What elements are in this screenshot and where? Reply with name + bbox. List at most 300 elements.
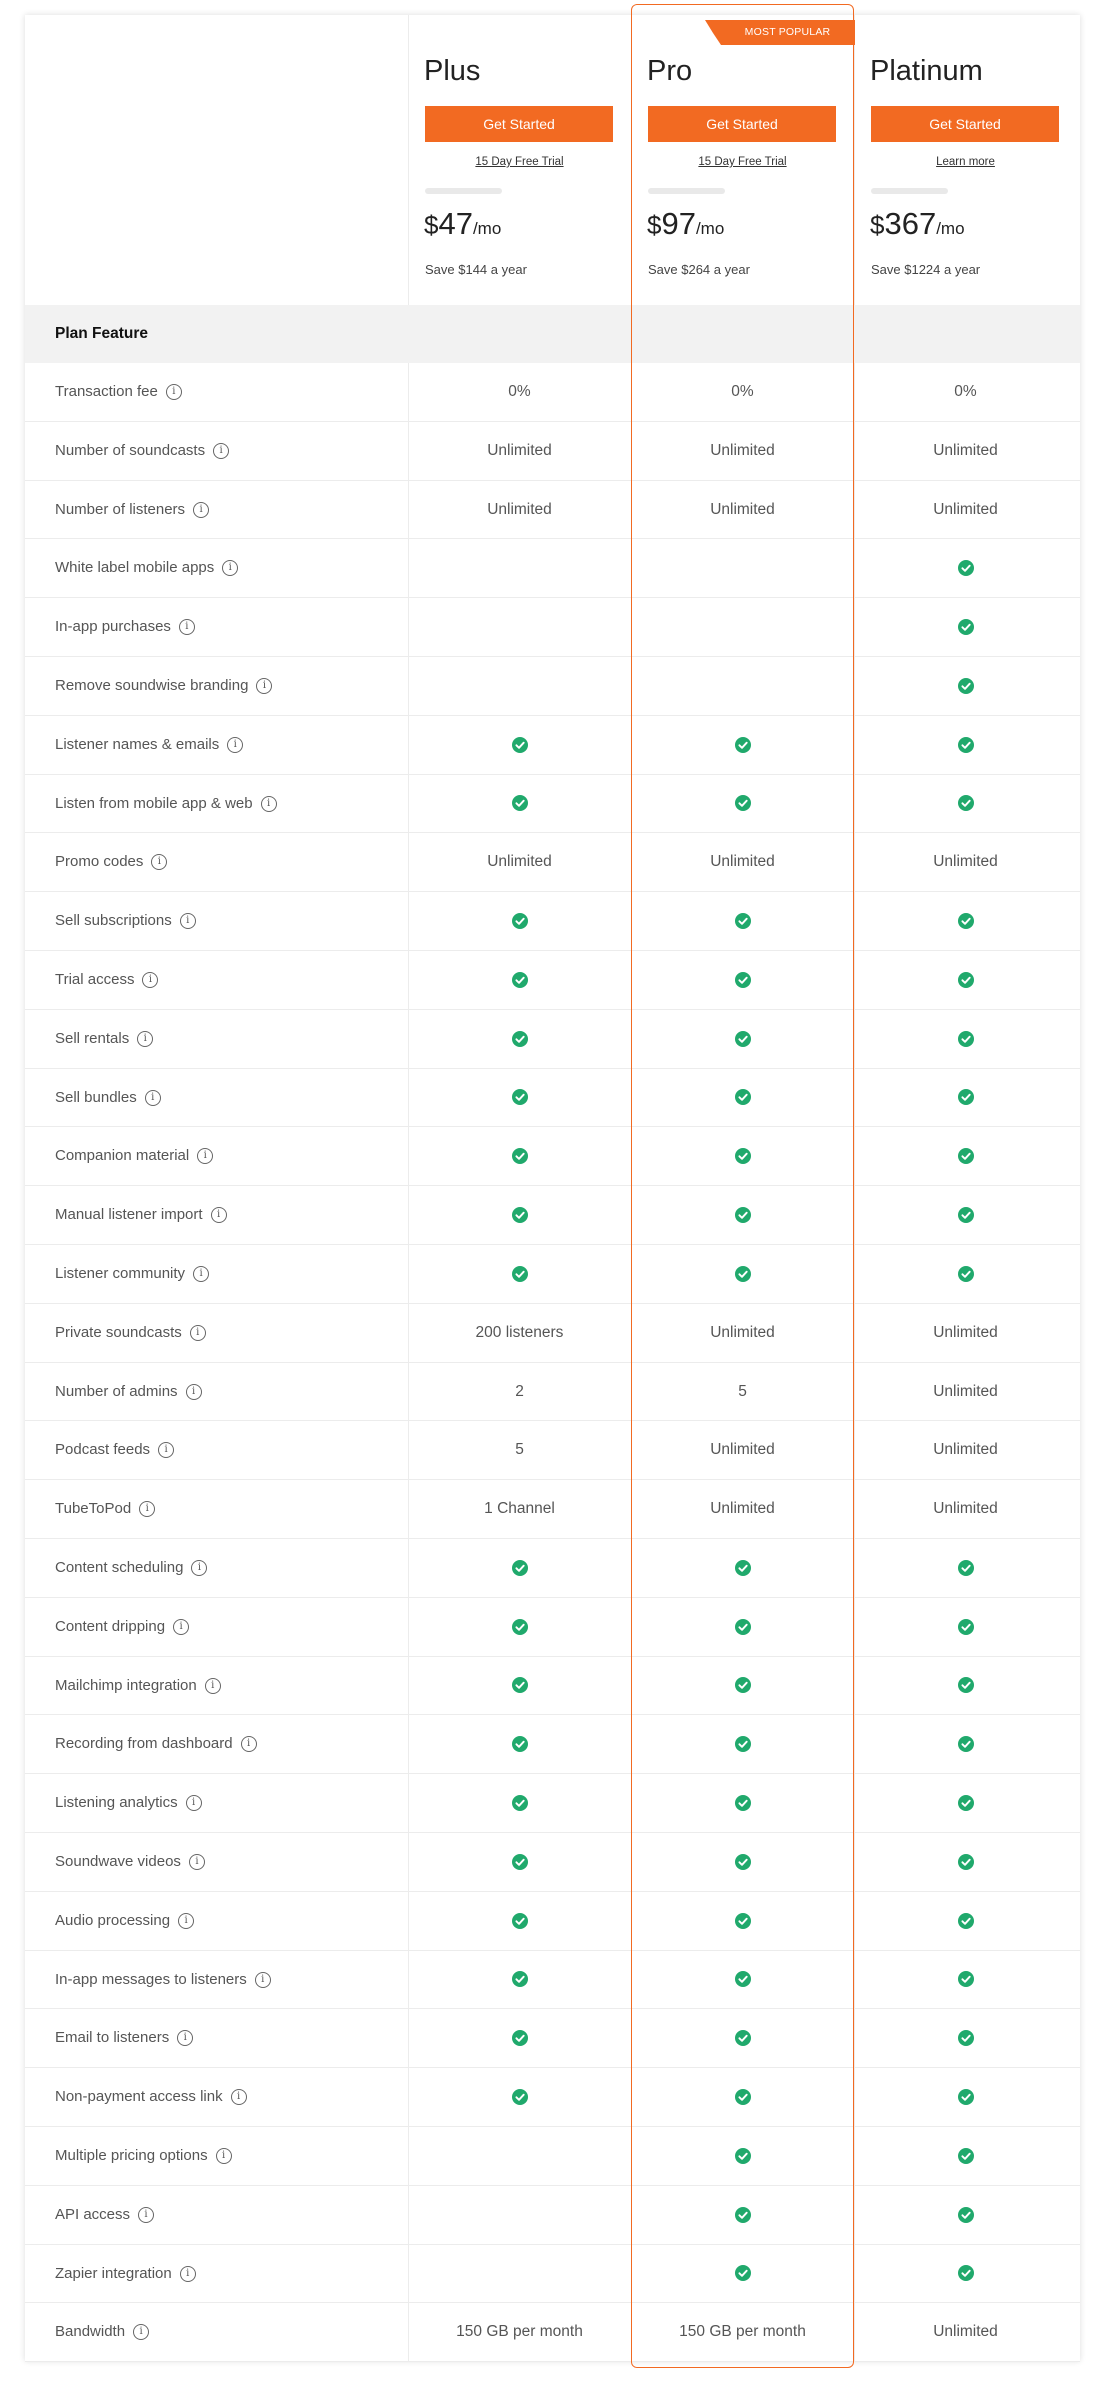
check-circle-icon	[958, 1089, 974, 1106]
feature-label: Email to listeners	[55, 2029, 170, 2047]
feature-row	[25, 951, 1080, 1010]
feature-label: Manual listener import	[55, 1206, 203, 1224]
feature-row	[25, 2245, 1080, 2304]
plan-price	[424, 206, 501, 242]
info-icon[interactable]: i	[186, 1384, 202, 1400]
feature-included-cell	[631, 1833, 854, 1891]
feature-rows	[25, 363, 1080, 2362]
feature-included-cell	[631, 1774, 854, 1832]
feature-value: 0%	[954, 383, 977, 400]
feature-value	[631, 657, 854, 715]
price-currency: $	[647, 210, 662, 240]
feature-included-cell	[408, 1069, 631, 1127]
feature-included-cell	[408, 2009, 631, 2067]
info-icon[interactable]: i	[142, 972, 158, 988]
info-icon[interactable]: i	[139, 1501, 155, 1517]
feature-row	[25, 422, 1080, 481]
feature-name	[55, 1598, 189, 1656]
check-circle-icon	[958, 1618, 974, 1635]
feature-included-cell	[408, 1951, 631, 2009]
feature-included-cell	[408, 892, 631, 950]
feature-value: 0%	[731, 383, 754, 400]
check-circle-icon	[512, 1265, 528, 1282]
feature-value: Unlimited	[710, 1441, 775, 1459]
feature-row	[25, 598, 1080, 657]
check-circle-icon	[735, 912, 751, 929]
feature-row	[25, 1480, 1080, 1539]
feature-label: Sell bundles	[55, 1088, 137, 1106]
check-circle-icon	[512, 736, 528, 753]
feature-included-cell	[408, 1186, 631, 1244]
feature-included-cell	[854, 1069, 1077, 1127]
feature-row	[25, 2186, 1080, 2245]
feature-row	[25, 1833, 1080, 1892]
info-icon[interactable]: i	[231, 2089, 247, 2105]
check-circle-icon	[512, 1559, 528, 1576]
feature-included-cell	[631, 2009, 854, 2067]
check-circle-icon	[512, 795, 528, 812]
check-circle-icon	[512, 2088, 528, 2105]
feature-label: Number of listeners	[55, 500, 186, 518]
feature-included-cell	[631, 2186, 854, 2244]
feature-label: Remove soundwise branding	[55, 676, 249, 694]
info-icon[interactable]: i	[205, 1678, 221, 1694]
check-circle-icon	[512, 971, 528, 988]
feature-included-cell	[408, 1539, 631, 1597]
feature-row	[25, 2068, 1080, 2127]
feature-row	[25, 892, 1080, 951]
feature-included-cell	[854, 1245, 1077, 1303]
feature-name	[55, 1127, 213, 1185]
feature-name	[55, 598, 195, 656]
feature-name	[55, 1363, 202, 1421]
info-icon[interactable]: i	[179, 619, 195, 635]
info-icon[interactable]: i	[193, 502, 209, 518]
feature-value	[408, 598, 631, 656]
check-circle-icon	[958, 1030, 974, 1047]
feature-value: 2	[515, 1382, 524, 1400]
info-icon[interactable]: i	[180, 2266, 196, 2282]
feature-name	[55, 2186, 154, 2244]
feature-name	[55, 1421, 174, 1479]
check-circle-icon	[735, 2265, 751, 2282]
feature-value: Unlimited	[710, 500, 775, 518]
feature-included-cell	[854, 716, 1077, 774]
feature-included-cell	[408, 1892, 631, 1950]
feature-included-cell	[631, 1951, 854, 2009]
check-circle-icon	[735, 1853, 751, 1870]
feature-included-cell	[854, 892, 1077, 950]
plan-plus	[408, 15, 631, 305]
feature-row	[25, 775, 1080, 834]
feature-included-cell	[854, 1010, 1077, 1068]
info-icon[interactable]: i	[145, 1090, 161, 1106]
feature-label: Soundwave videos	[55, 1852, 181, 1870]
feature-included-cell	[854, 2127, 1077, 2185]
yearly-savings: Save $264 a year	[648, 262, 750, 277]
check-circle-icon	[512, 1089, 528, 1106]
check-circle-icon	[735, 1618, 751, 1635]
price-period: /mo	[695, 219, 725, 238]
price-period: /mo	[936, 219, 965, 238]
feature-row	[25, 1069, 1080, 1128]
feature-row	[25, 2009, 1080, 2068]
info-icon[interactable]: i	[133, 2324, 149, 2340]
feature-label: Mailchimp integration	[55, 1676, 197, 1694]
feature-included-cell	[854, 2009, 1077, 2067]
plan-name: Plus	[424, 55, 481, 87]
feature-row	[25, 2127, 1080, 2186]
feature-name	[55, 1069, 161, 1127]
info-icon[interactable]: i	[186, 1795, 202, 1811]
feature-name	[55, 2009, 193, 2067]
feature-name	[55, 1833, 205, 1891]
feature-label: In-app messages to listeners	[55, 1970, 247, 1988]
plan-name: Pro	[647, 55, 693, 87]
check-circle-icon	[958, 1912, 974, 1929]
check-circle-icon	[512, 1147, 528, 1164]
feature-included-cell	[854, 598, 1077, 656]
feature-row	[25, 1715, 1080, 1774]
check-circle-icon	[735, 2029, 751, 2046]
feature-included-cell	[408, 1598, 631, 1656]
feature-value: Unlimited	[933, 500, 998, 518]
check-circle-icon	[512, 1030, 528, 1047]
feature-included-cell	[408, 951, 631, 1009]
feature-label: Recording from dashboard	[55, 1735, 233, 1753]
check-circle-icon	[735, 2088, 751, 2105]
feature-name	[55, 657, 272, 715]
check-circle-icon	[735, 1147, 751, 1164]
feature-value: 1 Channel	[484, 1500, 555, 1518]
check-circle-icon	[735, 971, 751, 988]
feature-included-cell	[631, 1657, 854, 1715]
feature-included-cell	[854, 1951, 1077, 2009]
check-circle-icon	[512, 1618, 528, 1635]
feature-included-cell	[408, 1657, 631, 1715]
feature-header-label: Plan Feature	[55, 325, 149, 342]
feature-label: Sell rentals	[55, 1029, 130, 1047]
feature-row	[25, 657, 1080, 716]
free-trial-link[interactable]: 15 Day Free Trial	[475, 156, 564, 168]
feature-value	[408, 539, 631, 597]
feature-included-cell	[854, 657, 1077, 715]
price-currency: $	[870, 210, 885, 240]
check-circle-icon	[958, 2265, 974, 2282]
feature-row	[25, 1539, 1080, 1598]
feature-value	[408, 657, 631, 715]
feature-name	[55, 2245, 196, 2303]
feature-value: 0%	[508, 383, 531, 400]
feature-included-cell	[854, 1657, 1077, 1715]
info-icon[interactable]: i	[216, 2148, 232, 2164]
feature-value	[631, 539, 854, 597]
check-circle-icon	[735, 1089, 751, 1106]
check-circle-icon	[512, 1677, 528, 1694]
feature-label: Listening analytics	[55, 1794, 178, 1812]
feature-row	[25, 833, 1080, 892]
check-circle-icon	[735, 1559, 751, 1576]
divider-bar	[871, 188, 948, 194]
feature-value: Unlimited	[487, 500, 552, 518]
feature-included-cell	[854, 1539, 1077, 1597]
info-icon[interactable]: i	[158, 1442, 174, 1458]
check-circle-icon	[958, 1794, 974, 1811]
yearly-savings: Save $1224 a year	[871, 262, 981, 277]
feature-name	[55, 481, 209, 539]
feature-row	[25, 1304, 1080, 1363]
check-circle-icon	[958, 2147, 974, 2164]
feature-row	[25, 1186, 1080, 1245]
feature-value: 150 GB per month	[679, 2323, 806, 2341]
feature-included-cell	[631, 716, 854, 774]
check-circle-icon	[958, 1559, 974, 1576]
info-icon[interactable]: i	[173, 1619, 189, 1635]
plan-platinum	[854, 15, 1077, 305]
feature-included-cell	[854, 1892, 1077, 1950]
check-circle-icon	[958, 1147, 974, 1164]
check-circle-icon	[735, 1677, 751, 1694]
feature-name	[55, 1892, 194, 1950]
feature-value: Unlimited	[933, 1323, 998, 1341]
check-circle-icon	[958, 559, 974, 576]
feature-name	[55, 833, 167, 891]
check-circle-icon	[735, 2206, 751, 2223]
feature-name	[55, 951, 158, 1009]
info-icon[interactable]: i	[191, 1560, 207, 1576]
check-circle-icon	[958, 1971, 974, 1988]
feature-included-cell	[631, 775, 854, 833]
price-amount: 367	[884, 206, 937, 241]
info-icon[interactable]: i	[177, 2030, 193, 2046]
pricing-table	[25, 15, 1080, 2361]
feature-header-row	[25, 305, 1080, 363]
feature-included-cell	[854, 1186, 1077, 1244]
feature-name	[55, 1304, 206, 1362]
check-circle-icon	[735, 1794, 751, 1811]
info-icon[interactable]: i	[138, 2207, 154, 2223]
feature-label: Listen from mobile app & web	[55, 794, 253, 812]
feature-label: Private soundcasts	[55, 1323, 182, 1341]
check-circle-icon	[958, 912, 974, 929]
feature-row	[25, 1951, 1080, 2010]
feature-included-cell	[631, 2127, 854, 2185]
feature-name	[55, 422, 229, 480]
get-started-button[interactable]: Get Started	[871, 106, 1059, 142]
feature-value	[408, 2127, 631, 2185]
feature-included-cell	[408, 1715, 631, 1773]
feature-name	[55, 1186, 227, 1244]
check-circle-icon	[735, 1971, 751, 1988]
feature-label: Listener community	[55, 1264, 186, 1282]
check-circle-icon	[735, 795, 751, 812]
check-circle-icon	[735, 1735, 751, 1752]
price-amount: 97	[661, 206, 696, 241]
feature-included-cell	[854, 951, 1077, 1009]
feature-row	[25, 1774, 1080, 1833]
feature-name	[55, 892, 196, 950]
feature-included-cell	[854, 2245, 1077, 2303]
feature-included-cell	[854, 1715, 1077, 1773]
feature-name	[55, 716, 243, 774]
info-icon[interactable]: i	[227, 737, 243, 753]
feature-included-cell	[408, 1245, 631, 1303]
price-currency: $	[424, 210, 439, 240]
check-circle-icon	[735, 736, 751, 753]
price-period: /mo	[472, 219, 502, 238]
feature-value	[631, 598, 854, 656]
feature-label: Zapier integration	[55, 2264, 172, 2282]
feature-row	[25, 1245, 1080, 1304]
feature-included-cell	[854, 2186, 1077, 2244]
check-circle-icon	[512, 1206, 528, 1223]
feature-name	[55, 1951, 271, 2009]
feature-name	[55, 1539, 207, 1597]
feature-label: Number of admins	[55, 1382, 178, 1400]
yearly-savings: Save $144 a year	[425, 262, 527, 277]
feature-label: Sell subscriptions	[55, 912, 172, 930]
check-circle-icon	[512, 1735, 528, 1752]
feature-included-cell	[854, 2068, 1077, 2126]
info-icon[interactable]: i	[190, 1325, 206, 1341]
check-circle-icon	[735, 1206, 751, 1223]
feature-label: White label mobile apps	[55, 559, 215, 577]
info-icon[interactable]: i	[261, 796, 277, 812]
feature-name	[55, 363, 182, 421]
feature-included-cell	[631, 1245, 854, 1303]
feature-value: Unlimited	[487, 853, 552, 871]
plan-name: Platinum	[870, 55, 983, 87]
info-icon[interactable]: i	[241, 1736, 257, 1752]
feature-label: TubeToPod	[55, 1500, 132, 1518]
feature-label: API access	[55, 2205, 131, 2223]
feature-included-cell	[854, 1774, 1077, 1832]
info-icon[interactable]: i	[211, 1207, 227, 1223]
check-circle-icon	[958, 1735, 974, 1752]
feature-value: 5	[515, 1441, 524, 1459]
check-circle-icon	[512, 1912, 528, 1929]
feature-included-cell	[631, 892, 854, 950]
feature-value: Unlimited	[710, 1323, 775, 1341]
feature-label: Promo codes	[55, 853, 144, 871]
check-circle-icon	[958, 618, 974, 635]
feature-value	[408, 2186, 631, 2244]
plan-price	[647, 206, 724, 242]
feature-value: Unlimited	[933, 441, 998, 459]
info-icon[interactable]: i	[222, 560, 238, 576]
feature-value: Unlimited	[933, 2323, 998, 2341]
feature-value: Unlimited	[933, 1382, 998, 1400]
feature-value: 150 GB per month	[456, 2323, 583, 2341]
feature-label: In-app purchases	[55, 618, 171, 636]
check-circle-icon	[512, 1853, 528, 1870]
info-icon[interactable]: i	[180, 913, 196, 929]
check-circle-icon	[735, 1912, 751, 1929]
feature-value: 5	[738, 1382, 747, 1400]
feature-included-cell	[631, 1069, 854, 1127]
feature-included-cell	[631, 2068, 854, 2126]
learn-more-link[interactable]: Learn more	[936, 156, 995, 168]
check-circle-icon	[512, 1794, 528, 1811]
feature-value: 200 listeners	[475, 1323, 564, 1341]
info-icon[interactable]: i	[151, 854, 167, 870]
check-circle-icon	[958, 1677, 974, 1694]
check-circle-icon	[958, 2029, 974, 2046]
feature-name	[55, 1010, 153, 1068]
feature-included-cell	[408, 1127, 631, 1185]
feature-included-cell	[631, 1010, 854, 1068]
check-circle-icon	[512, 2029, 528, 2046]
check-circle-icon	[958, 1265, 974, 1282]
feature-row	[25, 1657, 1080, 1716]
feature-label: Content scheduling	[55, 1558, 184, 1576]
free-trial-link[interactable]: 15 Day Free Trial	[698, 156, 787, 168]
feature-label: Multiple pricing options	[55, 2146, 208, 2164]
feature-label: Listener names & emails	[55, 735, 220, 753]
feature-included-cell	[408, 2068, 631, 2126]
feature-row	[25, 1421, 1080, 1480]
feature-value: Unlimited	[933, 1441, 998, 1459]
feature-name	[55, 2303, 149, 2361]
most-popular-label: MOST POPULAR	[744, 26, 831, 38]
info-icon[interactable]: i	[256, 678, 272, 694]
feature-value	[408, 2245, 631, 2303]
most-popular-badge	[705, 20, 855, 45]
divider-bar	[425, 188, 502, 194]
feature-included-cell	[631, 1598, 854, 1656]
feature-label: Bandwidth	[55, 2323, 126, 2341]
feature-value: Unlimited	[710, 1500, 775, 1518]
info-icon[interactable]: i	[166, 384, 182, 400]
feature-label: Transaction fee	[55, 383, 158, 400]
feature-label: Number of soundcasts	[55, 441, 206, 459]
feature-value: Unlimited	[710, 853, 775, 871]
feature-included-cell	[854, 775, 1077, 833]
check-circle-icon	[958, 1853, 974, 1870]
check-circle-icon	[958, 795, 974, 812]
feature-included-cell	[631, 1715, 854, 1773]
feature-label: Non-payment access link	[55, 2088, 223, 2106]
info-icon[interactable]: i	[137, 1031, 153, 1047]
feature-included-cell	[631, 1539, 854, 1597]
feature-row	[25, 1010, 1080, 1069]
feature-name	[55, 2068, 247, 2126]
get-started-button[interactable]: Get Started	[648, 106, 836, 142]
feature-included-cell	[408, 716, 631, 774]
feature-row	[25, 716, 1080, 775]
feature-name	[55, 1480, 155, 1538]
get-started-button[interactable]: Get Started	[425, 106, 613, 142]
plan-price	[870, 206, 965, 242]
feature-value: Unlimited	[933, 1500, 998, 1518]
info-icon[interactable]: i	[197, 1148, 213, 1164]
info-icon[interactable]: i	[255, 1972, 271, 1988]
info-icon[interactable]: i	[213, 443, 229, 459]
price-amount: 47	[438, 206, 473, 241]
feature-included-cell	[408, 1774, 631, 1832]
feature-label: Audio processing	[55, 1911, 171, 1929]
feature-row	[25, 539, 1080, 598]
info-icon[interactable]: i	[193, 1266, 209, 1282]
feature-name	[55, 539, 238, 597]
feature-name	[55, 1657, 221, 1715]
check-circle-icon	[512, 912, 528, 929]
feature-row	[25, 1127, 1080, 1186]
info-icon[interactable]: i	[178, 1913, 194, 1929]
info-icon[interactable]: i	[189, 1854, 205, 1870]
check-circle-icon	[958, 971, 974, 988]
feature-included-cell	[854, 1833, 1077, 1891]
